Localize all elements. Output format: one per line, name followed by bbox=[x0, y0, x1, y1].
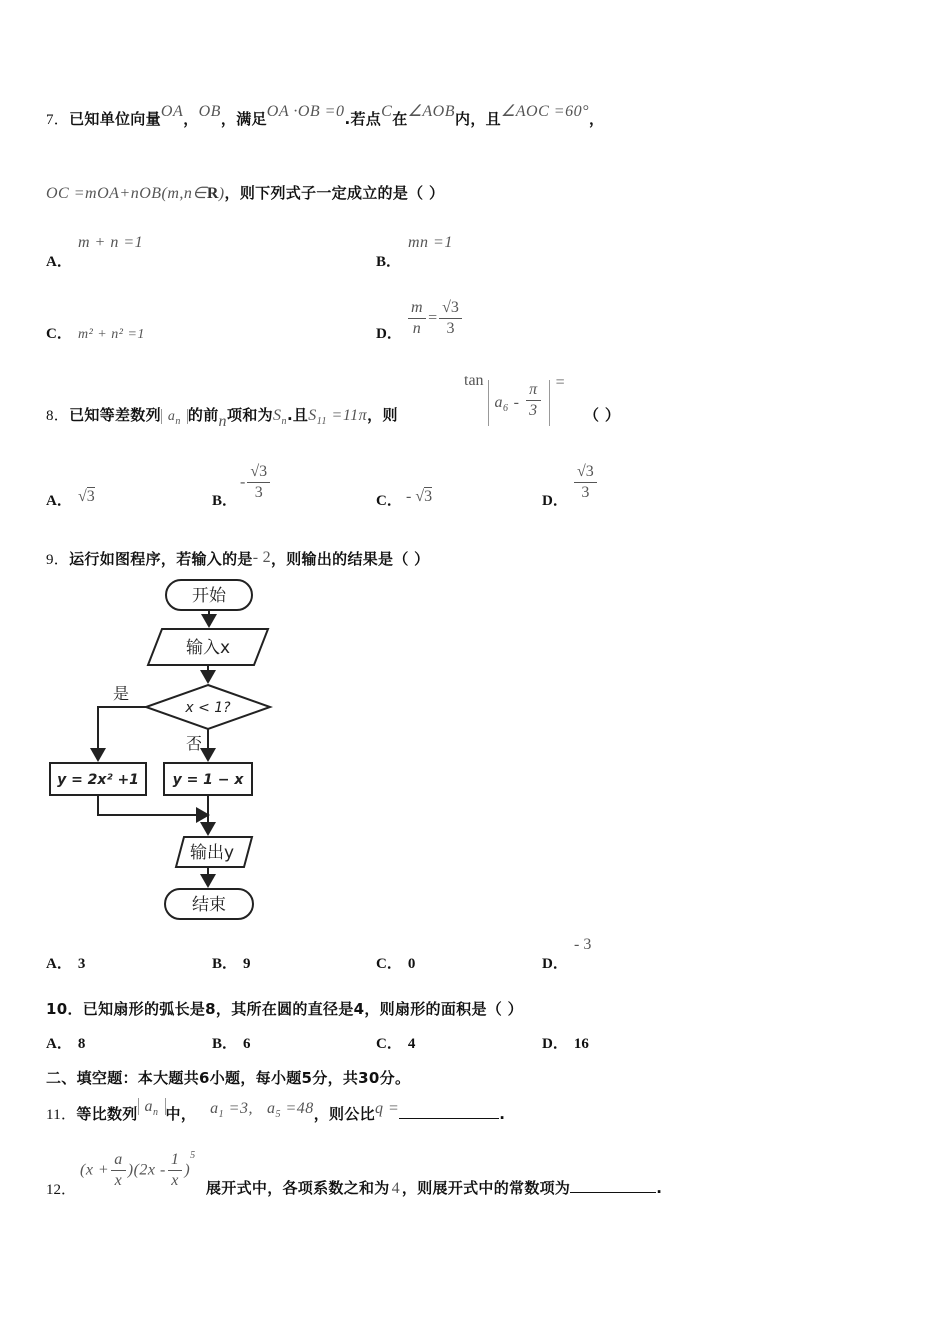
flow-end-text: 结束 bbox=[192, 895, 226, 915]
sqrt-icon: √ bbox=[442, 299, 451, 316]
q9-flowchart bbox=[40, 572, 290, 932]
q8-n: n bbox=[218, 413, 228, 430]
q8-line1 bbox=[46, 404, 398, 430]
q11-line bbox=[46, 1098, 506, 1126]
q7-option-B[interactable]: mn =1 bbox=[408, 234, 453, 251]
q7-option-A-label[interactable]: A． bbox=[46, 254, 72, 270]
q9-option-C[interactable]: C． 0 bbox=[376, 956, 416, 972]
q9-option-B[interactable]: B． 9 bbox=[212, 956, 251, 972]
q9-line1 bbox=[46, 548, 429, 569]
q8-paren: （ ） bbox=[584, 406, 621, 424]
q7-optD-lhs-den: n bbox=[412, 320, 422, 337]
q8-equals: = bbox=[555, 374, 565, 391]
q7-optD-lhs-num: m bbox=[408, 298, 426, 319]
q8-Sn: $S_n$ bbox=[272, 407, 287, 428]
q11-q: q = bbox=[374, 1100, 400, 1117]
q8-option-A[interactable]: √3 bbox=[78, 488, 95, 505]
q11-text-3: ，则公比 bbox=[313, 1105, 375, 1123]
q7-optD-rhs-num: 3 bbox=[450, 299, 459, 316]
q9-text-2: ，则输出的结果是（ ） bbox=[270, 550, 430, 568]
q7-option-D[interactable] bbox=[406, 298, 464, 339]
sqrt-icon: √ bbox=[415, 488, 425, 505]
q7-text-3: .若点 bbox=[344, 110, 382, 128]
flow-yes-process-text: y = 2x² +1 bbox=[57, 772, 139, 788]
q8-three: 3 bbox=[529, 402, 538, 419]
q7-option-B-label[interactable]: B． bbox=[376, 254, 402, 270]
q9-option-D[interactable]: - 3 bbox=[574, 936, 592, 953]
q7-dot-product: OA ·OB =0 bbox=[266, 103, 345, 120]
q10-option-D[interactable]: D． 16 bbox=[542, 1036, 589, 1052]
q8-a6: $a_6$ bbox=[494, 394, 509, 415]
q12-end: . bbox=[656, 1179, 663, 1197]
q7-text-4: 在 bbox=[392, 110, 408, 128]
q11-answer-blank[interactable] bbox=[399, 1104, 499, 1119]
q7-line2 bbox=[46, 182, 444, 203]
sqrt-icon: √ bbox=[78, 488, 87, 505]
sqrt-icon: √ bbox=[250, 463, 260, 480]
q7-line1 bbox=[46, 103, 605, 129]
q7-option-A[interactable]: m + n =1 bbox=[78, 234, 144, 251]
q7-sep: ， bbox=[183, 110, 199, 128]
q7-vec-OA: OA bbox=[160, 103, 184, 120]
q7-equation: OC =mOA+nOB(m,n∈ bbox=[46, 185, 207, 202]
q11-text-1: 等比数列 bbox=[76, 1105, 138, 1123]
q8-S11: $S_{11} =11\pi$ bbox=[308, 407, 368, 428]
q8-minus: - bbox=[513, 394, 519, 411]
q7-option-C-label[interactable]: C． bbox=[46, 326, 72, 342]
q11-end: . bbox=[499, 1105, 506, 1123]
q7-option-D-label[interactable]: D． bbox=[376, 326, 402, 342]
q8-text-5: ，则 bbox=[367, 406, 398, 424]
flow-no-process-text: y = 1 − x bbox=[172, 772, 244, 788]
q12-text: 展开式中，各项系数之和为 4 ，则展开式中的常数项为 . bbox=[206, 1179, 663, 1197]
q7-text-7: ，则下列式子一定成立的是（ ） bbox=[224, 184, 445, 202]
q10-text: 10．已知扇形的弧长是8，其所在圆的直径是4，则扇形的面积是（ ） bbox=[46, 1000, 523, 1018]
flow-output-text: 输出y bbox=[189, 843, 235, 863]
q7-angle-AOC: ∠AOC =60° bbox=[500, 103, 589, 120]
q8-tan-expression bbox=[464, 372, 565, 426]
q8-option-C-label[interactable]: C． bbox=[376, 493, 402, 509]
flow-input-text: 输入x bbox=[185, 638, 231, 658]
q8-option-C[interactable]: - √3 bbox=[406, 488, 433, 505]
q8-option-D[interactable]: $\frac{√3}{3}$ bbox=[572, 462, 599, 503]
q7-text-6: ， bbox=[588, 110, 605, 128]
q9-option-D-label[interactable]: D． bbox=[542, 956, 568, 972]
q7-text-1: 已知单位向量 bbox=[69, 110, 161, 128]
q8-text-4: .且 bbox=[286, 406, 309, 424]
q8-text-3: 项和为 bbox=[227, 406, 273, 424]
q9-number: 9． bbox=[46, 552, 70, 568]
q8-number: 8． bbox=[46, 408, 70, 424]
q8-tan: tan bbox=[464, 372, 484, 389]
q8-text-1: 已知等差数列 bbox=[69, 406, 161, 424]
q8-option-B-label[interactable]: B． bbox=[212, 493, 238, 509]
flow-decision-text: x < 1? bbox=[185, 700, 231, 716]
q11-a5: $a_5 =48$ bbox=[266, 1100, 314, 1121]
q7-optD-eq: = bbox=[428, 309, 438, 327]
sqrt-icon: √ bbox=[577, 463, 586, 480]
q9-option-A[interactable]: A． 3 bbox=[46, 956, 86, 972]
q8-text-2: 的前 bbox=[187, 406, 219, 424]
q8-option-D-label[interactable]: D． bbox=[542, 493, 568, 509]
q12-sum-value: 4 bbox=[391, 1180, 400, 1197]
q7-optD-rhs-den: 3 bbox=[446, 320, 455, 337]
q11-number: 11． bbox=[46, 1107, 77, 1123]
q7-text-2: ，满足 bbox=[220, 110, 267, 128]
flow-yes-label: 是 bbox=[112, 684, 130, 703]
q11-a1: $a_1 =3$, bbox=[210, 1100, 253, 1121]
q9-input-value: - 2 bbox=[252, 549, 271, 566]
q7-angle-AOB: ∠AOB bbox=[407, 103, 456, 120]
q12-answer-blank[interactable] bbox=[570, 1178, 656, 1193]
q7-point-C: C bbox=[381, 103, 393, 120]
q9-text-1: 运行如图程序，若输入的是 bbox=[69, 550, 253, 568]
q12-number: 12． bbox=[46, 1182, 77, 1198]
section-2-heading: 二、填空题：本大题共6小题，每小题5分，共30分。 bbox=[46, 1069, 411, 1087]
q11-text-2: 中， bbox=[165, 1105, 197, 1123]
q7-vec-OB: OB bbox=[198, 103, 221, 120]
flow-no-label: 否 bbox=[185, 734, 203, 753]
q8-option-A-label[interactable]: A． bbox=[46, 493, 72, 509]
q10-option-C[interactable]: C． 4 bbox=[376, 1036, 416, 1052]
q10-option-B[interactable]: B． 6 bbox=[212, 1036, 251, 1052]
q7-real-set: R bbox=[206, 185, 219, 202]
q11-seq-an: $a_n$ bbox=[138, 1098, 166, 1115]
q7-number: 7． bbox=[46, 112, 70, 128]
q8-seq-an: $a_n$ bbox=[161, 409, 188, 424]
q10-option-A[interactable]: A． 8 bbox=[46, 1036, 86, 1052]
q7-text-5: 内，且 bbox=[455, 110, 501, 128]
q8-option-B[interactable]: - $\frac{√3}{3}$ bbox=[240, 462, 272, 503]
q8-pi: π bbox=[526, 380, 541, 401]
q7-option-C[interactable]: m² + n² =1 bbox=[78, 327, 145, 342]
flow-start-text: 开始 bbox=[192, 586, 226, 606]
q12-expression: (x + $\frac{a}{x}$ )(2x - $\frac{1}{x}$ )$^5$ bbox=[80, 1150, 196, 1189]
q7-equation-end: ) bbox=[218, 185, 225, 202]
